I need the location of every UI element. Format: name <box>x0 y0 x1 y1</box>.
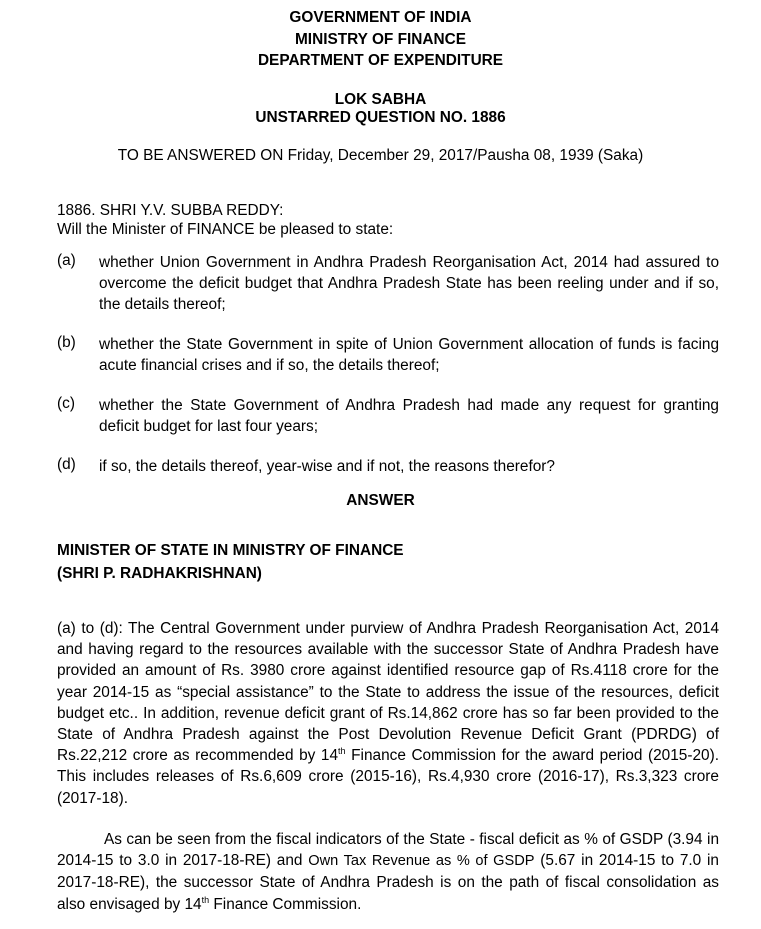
house-line: LOK SABHA <box>334 91 427 108</box>
part-b-text: whether the State Government in spite of Union Government allocation of funds is facing acute financial crises and if so, the details thereof; <box>99 336 719 374</box>
part-a-label: (a) <box>57 252 76 269</box>
answer-paragraph-2: As can be seen from the fiscal indicators of the State - fiscal deficit as % of GSDP (3.94 in 2014-15 to 3.0 in 2017-18-RE) and Own Tax Revenue as % of GSDP (5.67 in 2014-15 to 7.0 in 2017-18-RE), the successor State of Andhra Pradesh is on the path of fiscal consolidation as also envisaged by 14th Finance Commission. <box>57 831 719 913</box>
answer-date: TO BE ANSWERED ON Friday, December 29, 2017/Pausha 08, 1939 (Saka) <box>117 147 644 164</box>
question-asker: 1886. SHRI Y.V. SUBBA REDDY: <box>57 202 284 219</box>
question-intro: Will the Minister of FINANCE be pleased to state: <box>57 221 394 238</box>
minister-title: MINISTER OF STATE IN MINISTRY OF FINANCE <box>57 542 404 559</box>
part-b-label: (b) <box>57 334 76 351</box>
question-number: UNSTARRED QUESTION NO. 1886 <box>255 109 506 126</box>
department-line: DEPARTMENT OF EXPENDITURE <box>257 52 504 69</box>
minister-name: (SHRI P. RADHAKRISHNAN) <box>57 565 262 582</box>
part-d-label: (d) <box>57 456 76 473</box>
answer-paragraph-1: (a) to (d): The Central Government under purview of Andhra Pradesh Reorganisation Act, 2014 and having regard to the resources available with the successor State of Andhra Pradesh have provided an amount of Rs. 3980 crore against identified resource gap of Rs.4118 crore for the year 2014-15 as “special assistance” to the State to address the issue of the resources, deficit budget etc.. In addition, revenue deficit grant of Rs.14,862 crore has so far been provided to the State of Andhra Pradesh against the Post Devolution Revenue Deficit Grant (PDRDG) of Rs.22,212 crore as recommended by 14th Finance Commission for the award period (2015-20). This includes releases of Rs.6,609 crore (2015-16), Rs.4,930 crore (2016-17), Rs.3,323 crore (2017-18). <box>57 620 719 807</box>
part-c-label: (c) <box>57 395 75 412</box>
government-line: GOVERNMENT OF INDIA <box>289 9 472 26</box>
part-a-text: whether Union Government in Andhra Pradesh Reorganisation Act, 2014 had assured to overcome the deficit budget that Andhra Pradesh State has been reeling under and if so, the details thereof; <box>99 254 719 313</box>
part-d-text: if so, the details thereof, year-wise and if not, the reasons therefor? <box>99 458 555 475</box>
part-c-text: whether the State Government of Andhra Pradesh had made any request for granting deficit budget for last four years; <box>99 397 719 435</box>
ministry-line: MINISTRY OF FINANCE <box>294 31 466 48</box>
answer-heading: ANSWER <box>346 492 415 509</box>
